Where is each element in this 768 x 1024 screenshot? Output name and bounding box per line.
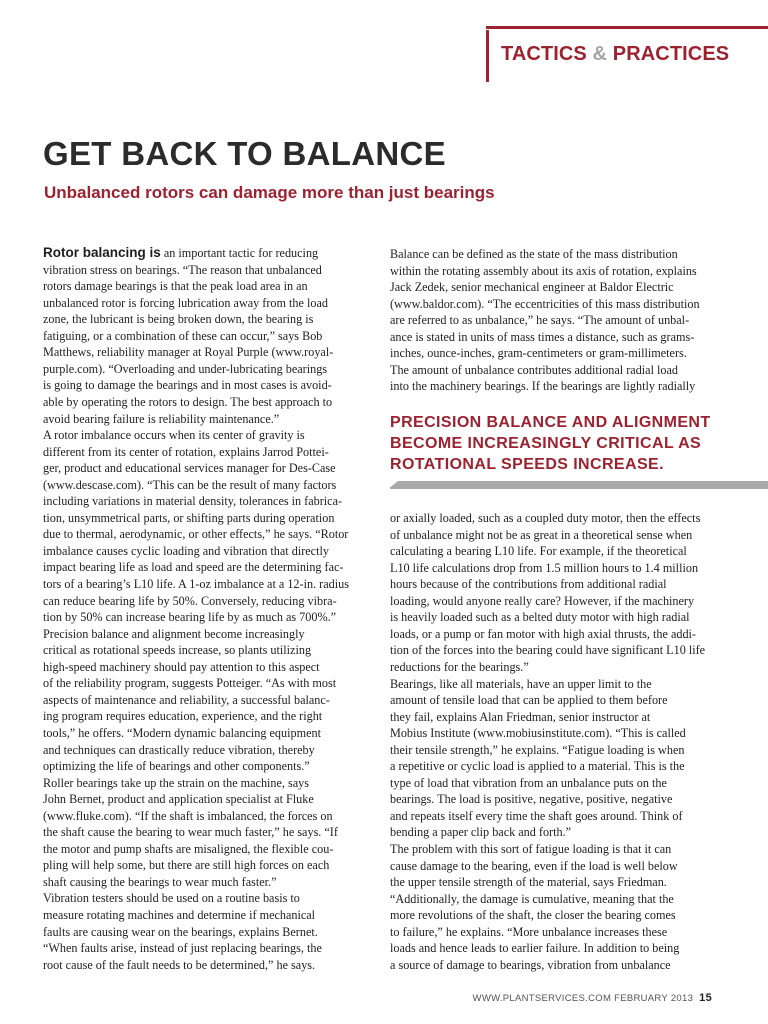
text-line: amount of tensile load that can be applied to them before: [390, 693, 668, 708]
page-footer: [473, 992, 712, 1004]
text-line: tion of the forces into the bearing could have significant L10 life: [390, 643, 706, 658]
text-line: pling will help some, but there are still high forces on each: [43, 858, 330, 873]
text-line: of the reliability program, suggests Potteiger. “As with most: [43, 676, 337, 691]
section-tag-rule-top: [486, 26, 768, 29]
text-line: cause damage to the bearing, even if the load is well below: [390, 858, 678, 873]
text-line: Jack Zedek, senior mechanical engineer at Baldor Electric: [390, 280, 674, 295]
text-line: bearings. The load is positive, negative, positive, negative: [390, 792, 673, 807]
text-line: zone, the lubricant is being broken down, the bearing is: [43, 312, 314, 327]
text-line: (www.descase.com). “This can be the result of many factors: [43, 477, 337, 492]
text-line: avoid bearing failure is reliability maintenance.”: [43, 411, 280, 426]
text-line: Precision balance and alignment become increasingly: [43, 626, 305, 641]
text-line: The amount of unbalance contributes additional radial load: [390, 362, 679, 377]
text-line: a repetitive or cyclic load is applied to a material. This is the: [390, 759, 685, 774]
text-line: hours because of the contributions from additional radial: [390, 577, 667, 592]
text-line: loads and hence leads to earlier failure. In addition to being: [390, 941, 680, 956]
text-line: to failure,” he explains. “More unbalance increases these: [390, 924, 668, 939]
text-line: into the machinery bearings. If the bearings are lightly radially: [390, 379, 696, 394]
text-line: are referred to as unbalance,” he says. “The amount of unbal-: [390, 313, 690, 328]
text-line: root cause of the fault needs to be determined,” he says.: [43, 957, 316, 972]
section-tag-label: [501, 43, 729, 66]
text-line: The problem with this sort of fatigue loading is that it can: [390, 842, 672, 856]
pull-quote-line: PRECISION BALANCE AND ALIGNMENT: [390, 414, 711, 431]
text-line: unbalanced rotor is forcing lubrication away from the load: [43, 295, 328, 310]
text-line: measure rotating machines and determine if mechanical: [43, 908, 316, 922]
text-line: including variations in material density, tolerances in fabrica-: [43, 494, 343, 509]
text-line: ance is stated in units of mass times a distance, such as grams-: [390, 329, 695, 344]
article-title: GET BACK TO BALANCE: [43, 135, 446, 172]
pull-quote-line: BECOME INCREASINGLY CRITICAL AS: [390, 435, 702, 452]
text-line: “Additionally, the damage is cumulative, meaning that the: [390, 891, 674, 906]
text-line: can reduce bearing life by 50%. Conversely, reducing vibra-: [43, 593, 337, 608]
article-subtitle: Unbalanced rotors can damage more than just bearings: [44, 183, 495, 202]
text-line: more revolutions of the shaft, the closer the bearing comes: [390, 908, 676, 923]
text-line: Bearings, like all materials, have an upper limit to the: [390, 676, 652, 691]
text-line: and repeats itself every time the shaft goes around. Think of: [390, 808, 683, 823]
section-tag-left: TACTICS: [501, 43, 593, 65]
section-tag-rule-left: [486, 30, 489, 82]
text-line: high-speed machinery should pay attention to this aspect: [43, 659, 320, 674]
text-line: they fail, explains Alan Friedman, senior instructor at: [390, 709, 651, 724]
section-tag: [486, 26, 768, 82]
text-line: a source of damage to bearings, vibration from unbalance: [390, 957, 671, 972]
text-line: Mobius Institute (www.mobiusinstitute.com). “This is called: [390, 726, 686, 741]
lead-line-rest: an important tactic for reducing: [163, 246, 319, 260]
footer-site-date: WWW.PLANTSERVICES.COM FEBRUARY 2013: [472, 993, 694, 1004]
text-line: or axially loaded, such as a coupled duty motor, then the effects: [390, 511, 701, 525]
lead-paragraph-line: [43, 245, 318, 262]
text-line: ger, product and educational services manager for Des-Case: [43, 461, 336, 476]
text-line: loads, or a pump or fan motor with high axial thrusts, the addi-: [390, 626, 696, 641]
text-line: is heavily loaded such as a belted duty motor with high radial: [390, 610, 690, 625]
text-line: able by operating the rotors to design. The best approach to: [43, 394, 333, 409]
text-line: (www.baldor.com). “The eccentricities of this mass distribution: [390, 296, 700, 311]
text-line: optimizing the life of bearings and other components.”: [43, 759, 310, 774]
text-line: is going to damage the bearings and in most cases is avoid-: [43, 378, 332, 393]
text-line: tools,” he offers. “Modern dynamic balancing equipment: [43, 725, 321, 740]
text-line: faults are causing wear on the bearings, explains Bernet.: [43, 924, 318, 939]
text-line: reductions for the bearings.”: [390, 659, 529, 674]
text-line: different from its center of rotation, explains Jarrod Pottei-: [43, 444, 329, 459]
pull-quote-line: ROTATIONAL SPEEDS INCREASE.: [390, 456, 664, 473]
pull-quote: [390, 412, 711, 475]
text-line: within the rotating assembly about its axis of rotation, explains: [390, 263, 697, 278]
text-line: (www.fluke.com). “If the shaft is imbalanced, the forces on: [43, 808, 333, 823]
text-line: loading, would anyone really care? However, if the machinery: [390, 593, 695, 608]
text-line: of unbalance might not be as great in a theoretical sense when: [390, 527, 693, 542]
text-line: the motor and pump shafts are misaligned, the flexible cou-: [43, 841, 334, 856]
text-line: Vibration testers should be used on a routine basis to: [43, 891, 300, 906]
text-line: and techniques can drastically reduce vibration, thereby: [43, 742, 315, 757]
text-line: impact bearing life as load and speed are the determining fac-: [43, 560, 344, 575]
text-line: A rotor imbalance occurs when its center of gravity is: [43, 428, 305, 443]
text-line: critical as rotational speeds increase, so plants utilizing: [43, 643, 312, 658]
text-line: rotors damage bearings is that the peak load area in an: [43, 279, 308, 294]
section-tag-right: PRACTICES: [607, 43, 730, 65]
text-line: Roller bearings take up the strain on the machine, says: [43, 775, 310, 790]
text-line: their tensile strength,” he explains. “Fatigue loading is when: [390, 742, 685, 757]
text-line: type of load that vibration from an unbalance puts on the: [390, 775, 667, 790]
text-line: the upper tensile strength of the material, says Friedman.: [390, 875, 667, 890]
text-line: inches, ounce-inches, gram-centimeters or gram-millimeters.: [390, 346, 687, 361]
text-line: Balance can be defined as the state of the mass distribution: [390, 247, 678, 261]
pull-quote-rule: [390, 481, 768, 489]
text-line: ing program requires education, experience, and the right: [43, 709, 323, 724]
text-line: Matthews, reliability manager at Royal Purple (www.royal-: [43, 345, 334, 360]
lead-in: Rotor balancing is: [43, 245, 161, 260]
text-line: vibration stress on bearings. “The reason that unbalanced: [43, 262, 322, 277]
text-line: John Bernet, product and application specialist at Fluke: [43, 792, 314, 807]
text-line: “When faults arise, instead of just replacing bearings, the: [43, 941, 322, 956]
text-line: tors of a bearing’s L10 life. A 1-oz imbalance at a 12-in. radius: [43, 577, 349, 591]
text-line: bending a paper clip back and forth.”: [390, 825, 572, 840]
text-line: tion by 50% can increase bearing life by as much as 700%.”: [43, 610, 337, 625]
text-line: L10 life calculations drop from 1.5 million hours to 1.4 million: [390, 560, 699, 575]
text-line: imbalance causes cyclic loading and vibration that directly: [43, 543, 329, 558]
text-line: tion, unsymmetrical parts, or shifting parts during operation: [43, 510, 335, 525]
page-number: 15: [699, 992, 712, 1004]
section-tag-amp: &: [592, 43, 608, 65]
text-line: calculating a bearing L10 life. For example, if the theoretical: [390, 544, 687, 559]
text-line: shaft causing the bearings to wear much faster.”: [43, 874, 277, 889]
text-line: purple.com). “Overloading and under-lubricating bearings: [43, 361, 328, 376]
text-line: due to thermal, aerodynamic, or other effects,” he says. “Rotor: [43, 527, 349, 542]
text-line: fatiguing, or a combination of these can occur,” says Bob: [43, 328, 323, 343]
text-line: the shaft cause the bearing to wear much faster,” he says. “If: [43, 825, 338, 840]
text-line: aspects of maintenance and reliability, a successful balanc-: [43, 692, 330, 707]
